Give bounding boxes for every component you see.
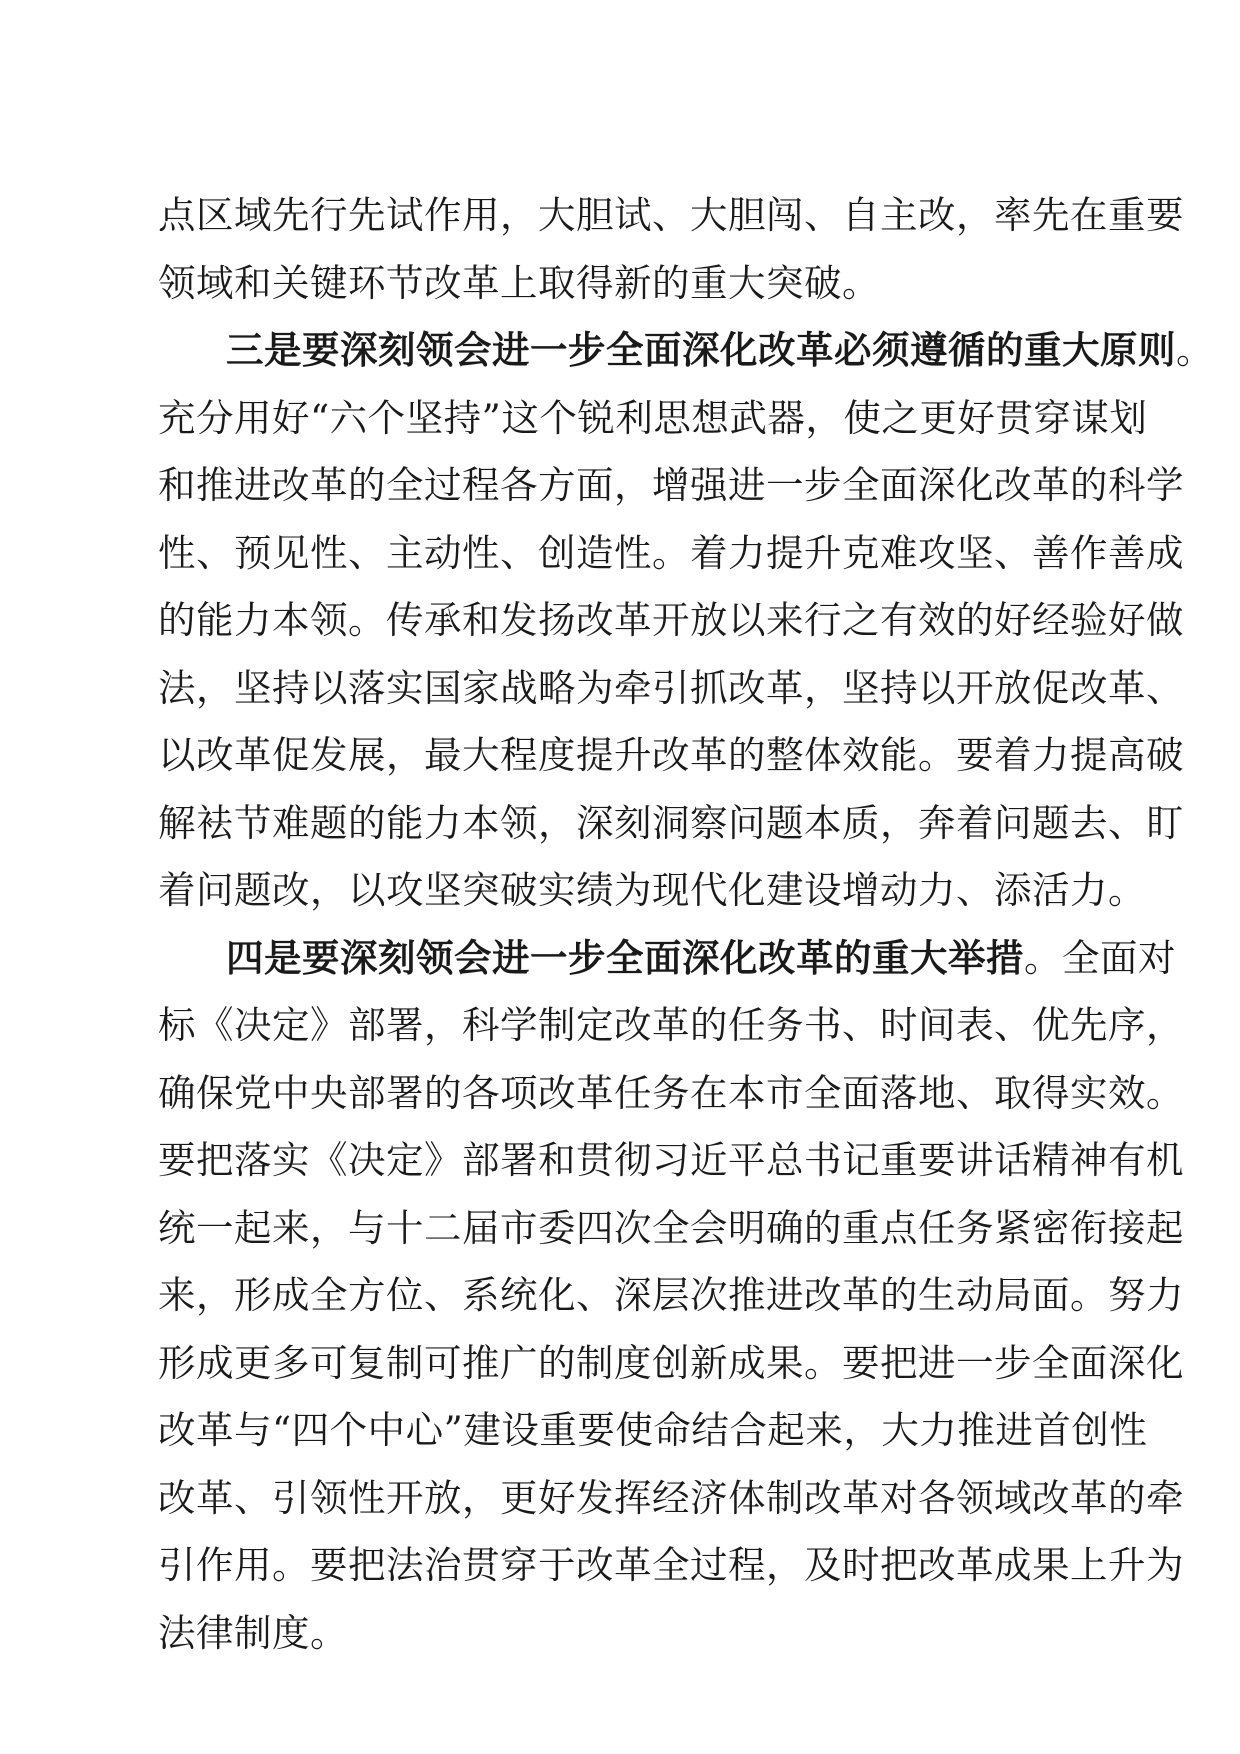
text-line: 性、预见性、主动性、创造性。着力提升克难攻坚、善作善成 xyxy=(158,530,1184,575)
text-line: 确保党中央部署的各项改革任务在本市全面落地、取得实效。 xyxy=(158,1070,1184,1115)
text-line: 改革、引领性开放，更好发挥经济体制改革对各领域改革的牵 xyxy=(158,1475,1184,1520)
text-line: 来，形成全方位、系统化、深层次推进改革的生动局面。努力 xyxy=(158,1273,1184,1317)
paragraph-heading-line xyxy=(158,925,1176,993)
text-line: 形成更多可复制可推广的制度创新成果。要把进一步全面深化 xyxy=(158,1340,1184,1385)
heading-tail: 。 xyxy=(1176,328,1214,372)
text-line: 充分用好“六个坚持”这个锐利思想武器，使之更好贯穿谋划 xyxy=(158,395,1148,440)
text-line: 统一起来，与十二届市委四次全会明确的重点任务紧密衔接起 xyxy=(158,1205,1184,1250)
text-line: 改革与“四个中心”建设重要使命结合起来，大力推进首创性 xyxy=(158,1408,1148,1452)
paragraph-heading: 四是要深刻领会进一步全面深化改革的重大举措 xyxy=(226,935,1024,980)
text-line: 以改革促发展，最大程度提升改革的整体效能。要着力提高破 xyxy=(158,733,1184,777)
paragraph-heading-line xyxy=(158,317,1214,385)
text-line: 的能力本领。传承和发扬改革开放以来行之有效的好经验好做 xyxy=(158,598,1184,642)
text-line: 法律制度。 xyxy=(158,1610,348,1655)
document-body xyxy=(158,182,1214,1667)
text-line: 法，坚持以落实国家战略为牵引抓改革，坚持以开放促改革、 xyxy=(158,665,1184,710)
text-line: 领域和关键环节改革上取得新的重大突破。 xyxy=(158,260,880,305)
text-line: 点区域先行先试作用，大胆试、大胆闯、自主改，率先在重要 xyxy=(158,193,1184,237)
text-line: 着问题改，以攻坚突破实绩为现代化建设增动力、添活力。 xyxy=(158,868,1146,912)
heading-tail: 。全面对 xyxy=(1024,935,1176,980)
text-line: 解袪节难题的能力本领，深刻洞察问题本质，奔着问题去、盯 xyxy=(158,800,1184,845)
text-line: 要把落实《决定》部署和贯彻习近平总书记重要讲话精神有机 xyxy=(158,1138,1184,1182)
paragraph-heading: 三是要深刻领会进一步全面深化改革必须遵循的重大原则 xyxy=(226,328,1176,372)
text-line: 和推进改革的全过程各方面，增强进一步全面深化改革的科学 xyxy=(158,463,1184,507)
text-line: 引作用。要把法治贯穿于改革全过程，及时把改革成果上升为 xyxy=(158,1543,1184,1587)
text-line: 标《决定》部署，科学制定改革的任务书、时间表、优先序， xyxy=(158,1003,1184,1047)
